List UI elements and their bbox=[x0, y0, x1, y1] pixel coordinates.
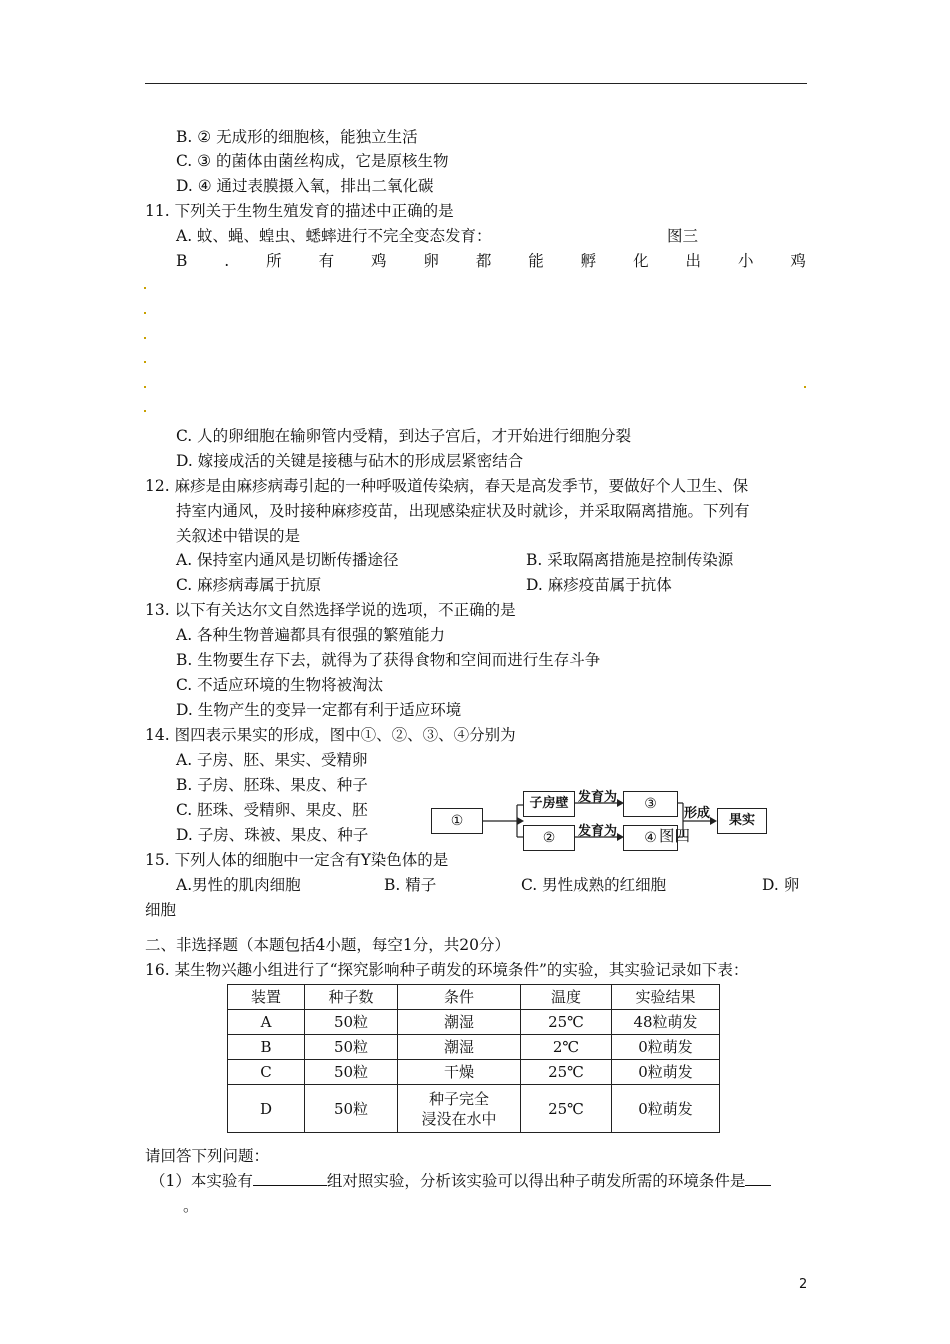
diagram-label-develops-1: 发育为 bbox=[578, 790, 618, 805]
table-header-row bbox=[228, 985, 720, 1010]
table-cell: D bbox=[228, 1085, 305, 1133]
q14-option-c: C. 胚珠、受精卵、果皮、胚 bbox=[176, 801, 368, 819]
q11-option-b: B . 所 有 鸡 卵 都 能 孵 化 出 小 鸡 bbox=[176, 252, 806, 270]
table-cell bbox=[398, 1085, 521, 1133]
table-cell: 25℃ bbox=[521, 1060, 612, 1085]
table-cell: 25℃ bbox=[521, 1010, 612, 1035]
q14-option-b: B. 子房、胚珠、果皮、种子 bbox=[176, 776, 368, 794]
table-cell: 潮湿 bbox=[398, 1010, 521, 1035]
figure-3-label: 图三 bbox=[667, 227, 699, 245]
table-cell: 50粒 bbox=[305, 1085, 398, 1133]
margin-dot bbox=[804, 386, 806, 388]
diagram-node-ovary-wall: 子房壁 bbox=[523, 791, 575, 817]
q16-part-1-text-a: （1）本实验有 bbox=[150, 1172, 253, 1190]
q15-option-d-continued: 细胞 bbox=[145, 901, 177, 919]
table-cell: 干燥 bbox=[398, 1060, 521, 1085]
q11-option-d: D. 嫁接成活的关键是接穗与砧木的形成层紧密结合 bbox=[176, 452, 524, 470]
table-cell: 0粒萌发 bbox=[612, 1060, 720, 1085]
margin-dot bbox=[144, 287, 146, 289]
answer-blank[interactable] bbox=[745, 1171, 771, 1186]
q13-option-d: D. 生物产生的变异一定都有利于适应环境 bbox=[176, 701, 462, 719]
table-cell-line: 种子完全 bbox=[428, 1089, 489, 1108]
margin-dot bbox=[144, 410, 146, 412]
table-cell: 2℃ bbox=[521, 1035, 612, 1060]
table-header: 温度 bbox=[521, 985, 612, 1010]
diagram-label-forms: 形成 bbox=[684, 806, 711, 821]
margin-dot bbox=[144, 312, 146, 314]
q16-part-1-text-b: 组对照实验，分析该实验可以得出种子萌发所需的环境条件是 bbox=[326, 1172, 746, 1190]
q15-option-b: B. 精子 bbox=[384, 876, 437, 894]
table-row bbox=[228, 1060, 720, 1085]
q12-option-b: B. 采取隔离措施是控制传染源 bbox=[526, 551, 734, 569]
q11-option-a: A. 蚊、蝇、蝗虫、蟋蟀进行不完全变态发育： bbox=[176, 227, 492, 245]
margin-dot bbox=[144, 337, 146, 339]
table-row bbox=[228, 1085, 720, 1133]
q14-option-d: D. 子房、珠被、果皮、种子 bbox=[176, 826, 369, 844]
section-2-heading: 二、非选择题（本题包括4小题，每空1分，共20分） bbox=[145, 936, 510, 954]
q10-option-b: B. ② 无成形的细胞核，能独立生活 bbox=[176, 128, 418, 146]
page-number: 2 bbox=[799, 1277, 808, 1292]
diagram-node-2: ② bbox=[523, 825, 575, 851]
q12-stem-line2: 持室内通风，及时接种麻疹疫苗，出现感染症状及时就诊，并采取隔离措施。下列有 bbox=[176, 502, 750, 520]
diagram-label-develops-2: 发育为 bbox=[578, 824, 618, 839]
table-cell: 50粒 bbox=[305, 1060, 398, 1085]
q11-option-c: C. 人的卵细胞在输卵管内受精，到达子宫后，才开始进行细胞分裂 bbox=[176, 427, 632, 445]
diagram-node-fruit: 果实 bbox=[717, 808, 767, 834]
table-cell: 0粒萌发 bbox=[612, 1035, 720, 1060]
q14-option-a: A. 子房、胚、果实、受精卵 bbox=[176, 751, 368, 769]
q16-part-1-end: 。 bbox=[183, 1197, 199, 1215]
q16-stem: 16. 某生物兴趣小组进行了“探究影响种子萌发的环境条件”的实验，其实验记录如下表： bbox=[145, 961, 749, 979]
table-cell: 潮湿 bbox=[398, 1035, 521, 1060]
table-cell: 50粒 bbox=[305, 1035, 398, 1060]
q15-option-a: A.男性的肌肉细胞 bbox=[176, 876, 301, 894]
q12-option-d: D. 麻疹疫苗属于抗体 bbox=[526, 576, 672, 594]
table-cell-line: 浸没在水中 bbox=[421, 1109, 497, 1128]
q16-prompt: 请回答下列问题： bbox=[145, 1147, 270, 1165]
table-cell: 48粒萌发 bbox=[612, 1010, 720, 1035]
table-cell: C bbox=[228, 1060, 305, 1085]
q15-stem: 15. 下列人体的细胞中一定含有Y染色体的是 bbox=[145, 851, 449, 869]
table-cell: 0粒萌发 bbox=[612, 1085, 720, 1133]
q10-option-c: C. ③ 的菌体由菌丝构成，它是原核生物 bbox=[176, 152, 449, 170]
diagram-node-3: ③ bbox=[623, 791, 678, 817]
q12-option-a: A. 保持室内通风是切断传播途径 bbox=[176, 551, 399, 569]
q13-option-c: C. 不适应环境的生物将被淘汰 bbox=[176, 676, 384, 694]
experiment-table bbox=[227, 984, 720, 1133]
answer-blank[interactable] bbox=[253, 1171, 327, 1186]
table-cell: A bbox=[228, 1010, 305, 1035]
q16-part-1 bbox=[150, 1171, 771, 1191]
q15-option-d: D. 卵 bbox=[762, 876, 800, 894]
diagram-node-1: ① bbox=[431, 808, 483, 834]
table-header: 实验结果 bbox=[612, 985, 720, 1010]
margin-dot bbox=[144, 361, 146, 363]
table-row bbox=[228, 1010, 720, 1035]
table-cell: 50粒 bbox=[305, 1010, 398, 1035]
q15-option-c: C. 男性成熟的红细胞 bbox=[521, 876, 667, 894]
q13-stem: 13. 以下有关达尔文自然选择学说的选项，不正确的是 bbox=[145, 601, 516, 619]
table-header: 种子数 bbox=[305, 985, 398, 1010]
margin-dot bbox=[144, 386, 146, 388]
table-header: 装置 bbox=[228, 985, 305, 1010]
q10-option-d: D. ④ 通过表膜摄入氧，排出二氧化碳 bbox=[176, 177, 434, 195]
table-cell: B bbox=[228, 1035, 305, 1060]
q14-stem: 14. 图四表示果实的形成，图中①、②、③、④分别为 bbox=[145, 726, 516, 744]
figure-4-label: 图四 bbox=[659, 827, 691, 845]
table-cell: 25℃ bbox=[521, 1085, 612, 1133]
table-row bbox=[228, 1035, 720, 1060]
q12-stem-line3: 关叙述中错误的是 bbox=[176, 527, 301, 545]
q13-option-b: B. 生物要生存下去，就得为了获得食物和空间而进行生存斗争 bbox=[176, 651, 601, 669]
q11-stem: 11. 下列关于生物生殖发育的描述中正确的是 bbox=[145, 202, 454, 220]
q12-option-c: C. 麻疹病毒属于抗原 bbox=[176, 576, 322, 594]
header-rule bbox=[145, 83, 807, 84]
table-header: 条件 bbox=[398, 985, 521, 1010]
q13-option-a: A. 各种生物普遍都具有很强的繁殖能力 bbox=[176, 626, 446, 644]
q12-stem-line1: 12. 麻疹是由麻疹病毒引起的一种呼吸道传染病，春天是高发季节，要做好个人卫生、保 bbox=[145, 477, 749, 495]
diagram-node-4: ④ bbox=[623, 825, 678, 851]
